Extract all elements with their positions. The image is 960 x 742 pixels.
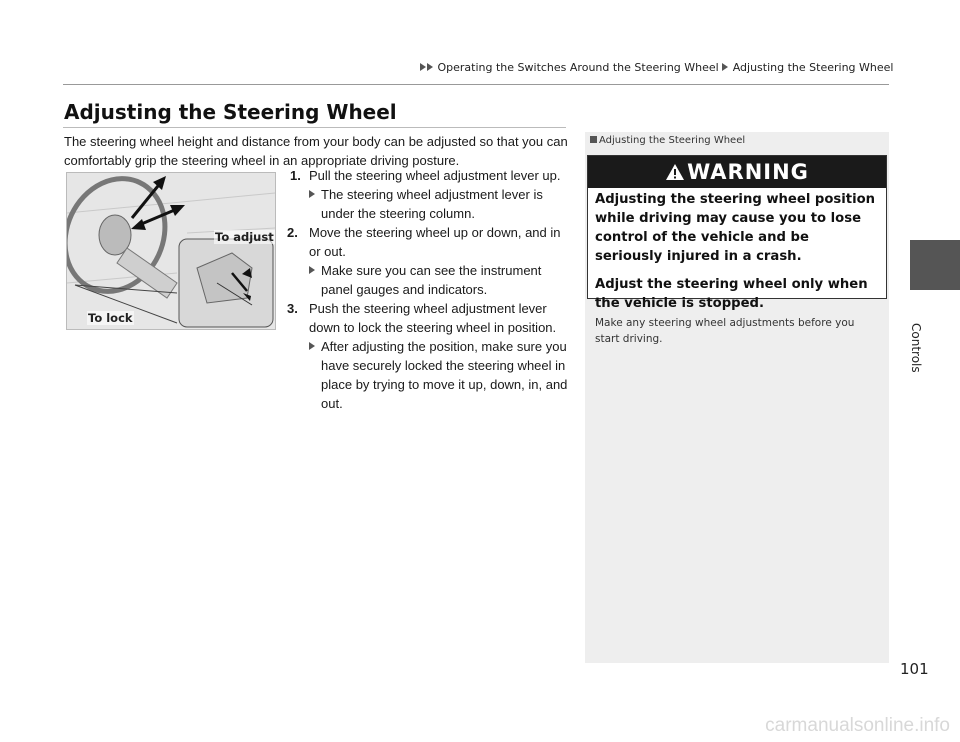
note-arrow-icon (309, 342, 315, 350)
step-2-note (287, 261, 571, 299)
step-1-note (287, 185, 571, 223)
step-text: Pull the steering wheel adjustment lever up. (309, 168, 561, 183)
watermark: carmanualsonline.info (765, 715, 950, 736)
breadcrumb-arrow-icon (420, 63, 426, 71)
step-3-note (287, 337, 571, 413)
warning-header (588, 156, 886, 188)
breadcrumb-part-1[interactable]: Operating the Switches Around the Steering Wheel (437, 61, 719, 74)
note-arrow-icon (309, 190, 315, 198)
breadcrumb-arrow-icon (427, 63, 433, 71)
section-tab-marker (910, 240, 960, 290)
warning-paragraph-1: Adjusting the steering wheel position while driving may cause you to lose control of the vehicle and be seriously injured in a crash. (595, 192, 876, 264)
step-number: 1. (290, 168, 301, 183)
warning-paragraph-2: Adjust the steering wheel only when the vehicle is stopped. (595, 277, 868, 311)
to-adjust-label: To adjust (215, 230, 274, 244)
note-text: After adjusting the position, make sure you have securely locked the steering wheel in place by trying to move it up, down, in, and out. (321, 339, 568, 411)
sidebar-title (590, 135, 745, 146)
note-text: The steering wheel adjustment lever is under the steering column. (321, 187, 543, 221)
warning-triangle-icon (665, 163, 685, 181)
step-number: 3. (287, 301, 298, 316)
to-lock-label: To lock (88, 311, 133, 325)
steering-wheel-illustration (66, 172, 276, 330)
sidebar-marker-icon (590, 136, 597, 143)
step-text: Push the steering wheel adjustment lever down to lock the steering wheel in position. (309, 301, 557, 335)
header-divider (63, 84, 889, 85)
title-divider (63, 127, 566, 128)
note-text: Make sure you can see the instrument panel gauges and indicators. (321, 263, 542, 297)
step-number: 2. (287, 225, 298, 240)
note-arrow-icon (309, 266, 315, 274)
warning-box (587, 155, 887, 311)
step-text: Move the steering wheel up or down, and in or out. (309, 225, 561, 259)
step-list (287, 166, 571, 413)
page-number: 101 (900, 660, 929, 678)
breadcrumb (420, 61, 893, 74)
breadcrumb-arrow-icon (722, 63, 728, 71)
sidebar-title-text: Adjusting the Steering Wheel (599, 135, 746, 146)
step-2 (287, 223, 571, 261)
warning-body (588, 188, 886, 313)
step-3 (287, 299, 571, 337)
steering-column-diagram (67, 173, 275, 329)
page-title: Adjusting the Steering Wheel (64, 100, 397, 124)
warning-heading: WARNING (687, 160, 809, 184)
breadcrumb-part-2[interactable]: Adjusting the Steering Wheel (732, 61, 894, 74)
sidebar-note: Make any steering wheel adjustments before you start driving. (595, 317, 855, 345)
section-tab-label[interactable]: Controls (909, 323, 923, 373)
step-1 (287, 166, 571, 185)
intro-paragraph: The steering wheel height and distance from your body can be adjusted so that you can comfortably grip the steering wheel in an appropriate driving posture. (64, 134, 568, 168)
